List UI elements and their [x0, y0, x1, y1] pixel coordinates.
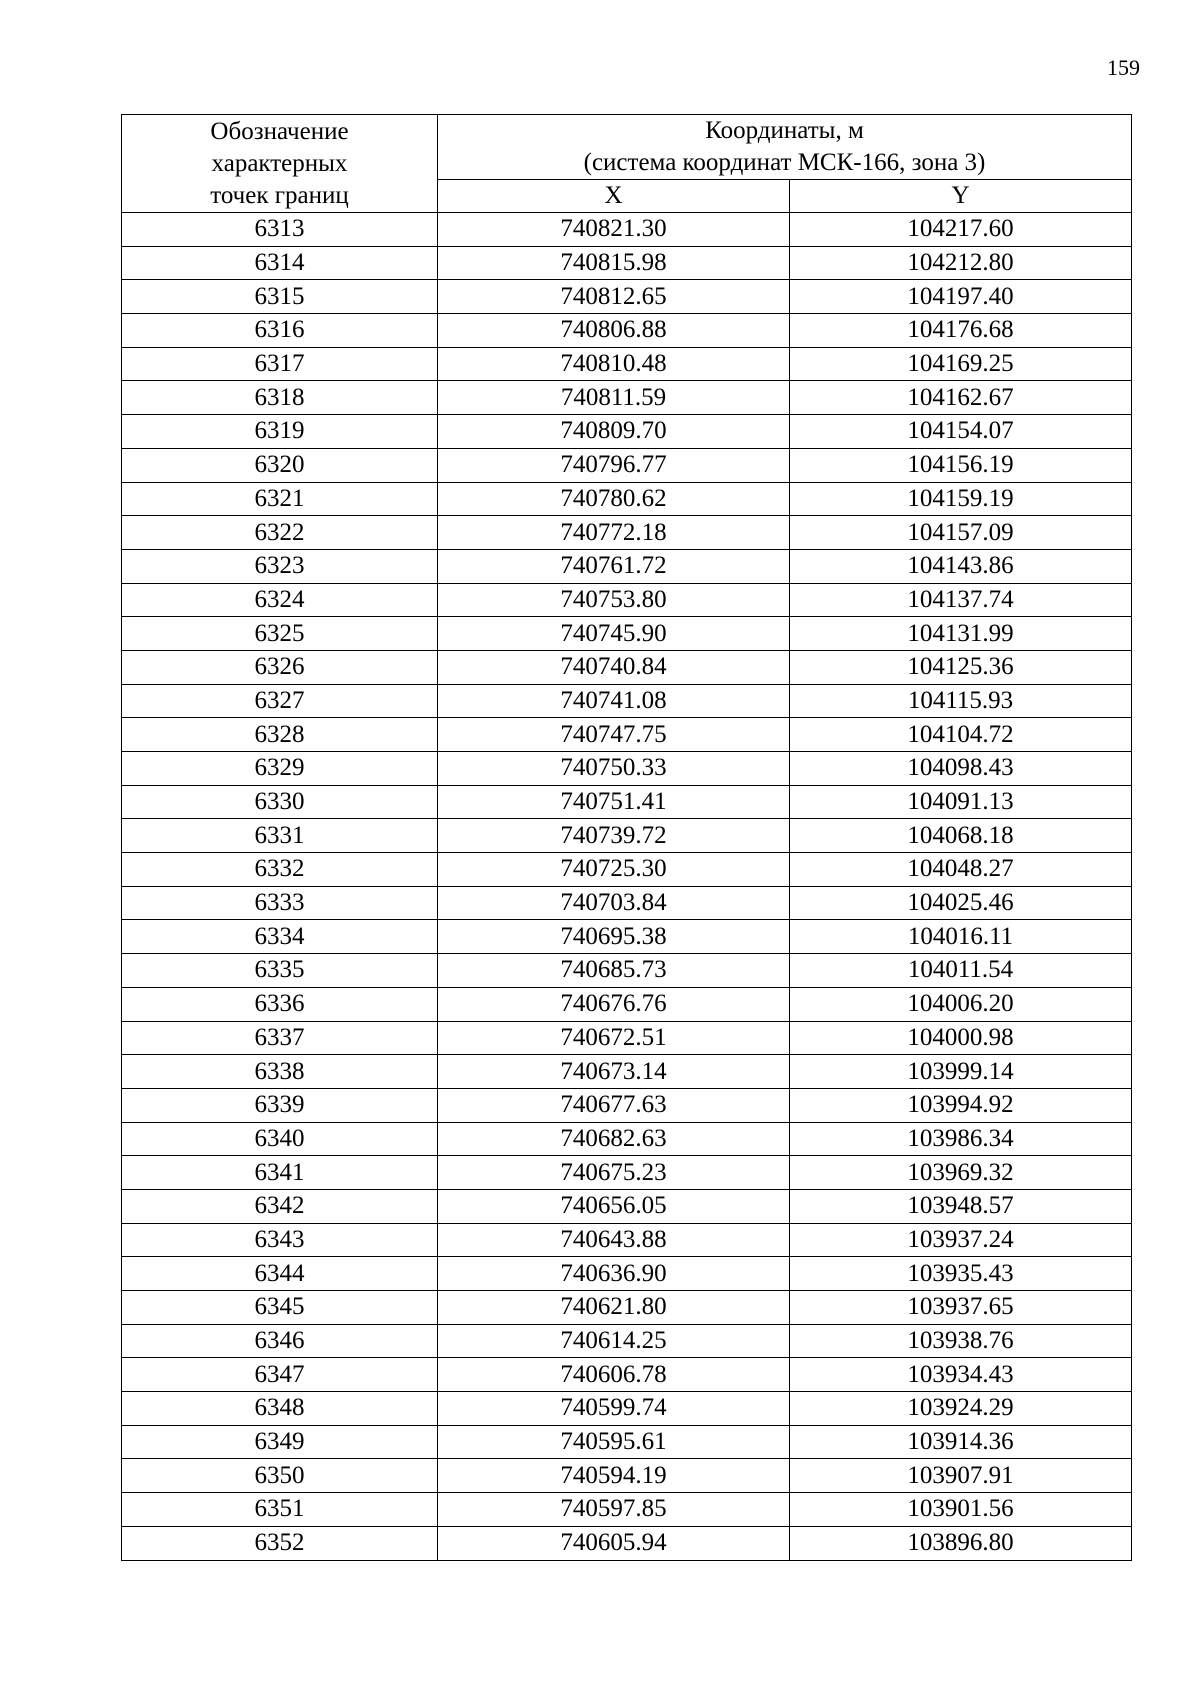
- table-row: [122, 617, 1132, 651]
- x-coordinate-cell: 740636.90: [438, 1257, 790, 1291]
- point-id-cell: 6313: [122, 213, 438, 247]
- table-row: [122, 516, 1132, 550]
- page-number: 159: [1107, 55, 1140, 80]
- x-coordinate-cell: 740672.51: [438, 1021, 790, 1055]
- point-id-cell: 6342: [122, 1189, 438, 1223]
- table-row: [122, 1189, 1132, 1223]
- point-id-cell: 6334: [122, 920, 438, 954]
- point-id-cell: 6352: [122, 1526, 438, 1560]
- table-row: [122, 1291, 1132, 1325]
- y-coordinate-cell: 104048.27: [790, 853, 1132, 887]
- x-coordinate-cell: 740739.72: [438, 819, 790, 853]
- x-coordinate-cell: 740676.76: [438, 987, 790, 1021]
- table-row: [122, 583, 1132, 617]
- point-id-cell: 6346: [122, 1324, 438, 1358]
- x-coordinate-cell: 740597.85: [438, 1493, 790, 1527]
- y-coordinate-cell: 104025.46: [790, 886, 1132, 920]
- y-coordinate-cell: 104068.18: [790, 819, 1132, 853]
- point-id-cell: 6331: [122, 819, 438, 853]
- y-coordinate-cell: 103896.80: [790, 1526, 1132, 1560]
- y-coordinate-cell: 104131.99: [790, 617, 1132, 651]
- designation-header: [122, 115, 438, 213]
- point-id-cell: 6314: [122, 246, 438, 280]
- x-coordinate-cell: 740614.25: [438, 1324, 790, 1358]
- y-coordinate-cell: 104212.80: [790, 246, 1132, 280]
- table-row: [122, 1324, 1132, 1358]
- table-row: [122, 1122, 1132, 1156]
- y-coordinate-cell: 103994.92: [790, 1088, 1132, 1122]
- table-row: [122, 1392, 1132, 1426]
- x-coordinate-cell: 740595.61: [438, 1425, 790, 1459]
- x-coordinate-cell: 740740.84: [438, 650, 790, 684]
- x-coordinate-cell: 740675.23: [438, 1156, 790, 1190]
- y-coordinate-cell: 103948.57: [790, 1189, 1132, 1223]
- x-coordinate-cell: 740656.05: [438, 1189, 790, 1223]
- y-coordinate-cell: 103938.76: [790, 1324, 1132, 1358]
- table-row: [122, 684, 1132, 718]
- x-coordinate-cell: 740780.62: [438, 482, 790, 516]
- table-row: [122, 213, 1132, 247]
- point-id-cell: 6319: [122, 415, 438, 449]
- x-coordinate-cell: 740751.41: [438, 785, 790, 819]
- point-id-cell: 6326: [122, 650, 438, 684]
- point-id-cell: 6335: [122, 954, 438, 988]
- y-coordinate-cell: 104000.98: [790, 1021, 1132, 1055]
- x-column-header: X: [438, 180, 790, 213]
- x-coordinate-cell: 740606.78: [438, 1358, 790, 1392]
- y-coordinate-cell: 104006.20: [790, 987, 1132, 1021]
- x-coordinate-cell: 740753.80: [438, 583, 790, 617]
- table-row: [122, 314, 1132, 348]
- point-id-cell: 6317: [122, 347, 438, 381]
- y-coordinate-cell: 103935.43: [790, 1257, 1132, 1291]
- y-coordinate-cell: 104011.54: [790, 954, 1132, 988]
- y-coordinate-cell: 104143.86: [790, 549, 1132, 583]
- y-coordinate-cell: 103934.43: [790, 1358, 1132, 1392]
- coordinates-header-line2: (система координат МСК-166, зона 3): [583, 149, 986, 176]
- point-id-cell: 6328: [122, 718, 438, 752]
- y-coordinate-cell: 103937.65: [790, 1291, 1132, 1325]
- y-column-header: Y: [790, 180, 1132, 213]
- table-header: [122, 115, 1132, 213]
- point-id-cell: 6320: [122, 448, 438, 482]
- x-coordinate-cell: 740621.80: [438, 1291, 790, 1325]
- x-coordinate-cell: 740772.18: [438, 516, 790, 550]
- point-id-cell: 6351: [122, 1493, 438, 1527]
- point-id-cell: 6315: [122, 280, 438, 314]
- x-coordinate-cell: 740725.30: [438, 853, 790, 887]
- x-coordinate-cell: 740594.19: [438, 1459, 790, 1493]
- y-coordinate-cell: 103924.29: [790, 1392, 1132, 1426]
- table-row: [122, 415, 1132, 449]
- x-coordinate-cell: 740761.72: [438, 549, 790, 583]
- x-coordinate-cell: 740695.38: [438, 920, 790, 954]
- table-body: [122, 213, 1132, 1561]
- point-id-cell: 6348: [122, 1392, 438, 1426]
- table-row: [122, 1055, 1132, 1089]
- y-coordinate-cell: 104159.19: [790, 482, 1132, 516]
- x-coordinate-cell: 740815.98: [438, 246, 790, 280]
- point-id-cell: 6336: [122, 987, 438, 1021]
- point-id-cell: 6344: [122, 1257, 438, 1291]
- point-id-cell: 6332: [122, 853, 438, 887]
- point-id-cell: 6338: [122, 1055, 438, 1089]
- coordinates-header: [438, 115, 1132, 180]
- x-coordinate-cell: 740643.88: [438, 1223, 790, 1257]
- y-coordinate-cell: 104217.60: [790, 213, 1132, 247]
- x-coordinate-cell: 740682.63: [438, 1122, 790, 1156]
- x-coordinate-cell: 740599.74: [438, 1392, 790, 1426]
- y-coordinate-cell: 103969.32: [790, 1156, 1132, 1190]
- point-id-cell: 6316: [122, 314, 438, 348]
- coordinates-header-line1: Координаты, м: [705, 117, 864, 144]
- table-row: [122, 752, 1132, 786]
- point-id-cell: 6339: [122, 1088, 438, 1122]
- table-row: [122, 819, 1132, 853]
- point-id-cell: 6329: [122, 752, 438, 786]
- table-row: [122, 920, 1132, 954]
- point-id-cell: 6327: [122, 684, 438, 718]
- x-coordinate-cell: 740811.59: [438, 381, 790, 415]
- table-row: [122, 1156, 1132, 1190]
- point-id-cell: 6345: [122, 1291, 438, 1325]
- table-row: [122, 246, 1132, 280]
- point-id-cell: 6340: [122, 1122, 438, 1156]
- x-coordinate-cell: 740812.65: [438, 280, 790, 314]
- table-row: [122, 448, 1132, 482]
- table-row: [122, 1257, 1132, 1291]
- point-id-cell: 6337: [122, 1021, 438, 1055]
- y-coordinate-cell: 104115.93: [790, 684, 1132, 718]
- table-row: [122, 347, 1132, 381]
- table-row: [122, 1493, 1132, 1527]
- table-row: [122, 954, 1132, 988]
- table-row: [122, 718, 1132, 752]
- point-id-cell: 6322: [122, 516, 438, 550]
- table-row: [122, 381, 1132, 415]
- y-coordinate-cell: 104176.68: [790, 314, 1132, 348]
- x-coordinate-cell: 740673.14: [438, 1055, 790, 1089]
- x-coordinate-cell: 740703.84: [438, 886, 790, 920]
- point-id-cell: 6347: [122, 1358, 438, 1392]
- y-coordinate-cell: 103986.34: [790, 1122, 1132, 1156]
- table-row: [122, 1459, 1132, 1493]
- point-id-cell: 6333: [122, 886, 438, 920]
- table-row: [122, 1088, 1132, 1122]
- table-row: [122, 482, 1132, 516]
- table-row: [122, 1425, 1132, 1459]
- point-id-cell: 6324: [122, 583, 438, 617]
- x-coordinate-cell: 740806.88: [438, 314, 790, 348]
- x-coordinate-cell: 740685.73: [438, 954, 790, 988]
- y-coordinate-cell: 104157.09: [790, 516, 1132, 550]
- y-coordinate-cell: 104169.25: [790, 347, 1132, 381]
- table-row: [122, 785, 1132, 819]
- y-coordinate-cell: 104137.74: [790, 583, 1132, 617]
- y-coordinate-cell: 103914.36: [790, 1425, 1132, 1459]
- y-coordinate-cell: 104197.40: [790, 280, 1132, 314]
- table-row: [122, 1358, 1132, 1392]
- point-id-cell: 6350: [122, 1459, 438, 1493]
- x-coordinate-cell: 740821.30: [438, 213, 790, 247]
- table-row: [122, 886, 1132, 920]
- coordinates-table: [121, 114, 1132, 1561]
- y-coordinate-cell: 103907.91: [790, 1459, 1132, 1493]
- point-id-cell: 6349: [122, 1425, 438, 1459]
- y-coordinate-cell: 104162.67: [790, 381, 1132, 415]
- x-coordinate-cell: 740810.48: [438, 347, 790, 381]
- y-coordinate-cell: 104016.11: [790, 920, 1132, 954]
- table-row: [122, 987, 1132, 1021]
- point-id-cell: 6323: [122, 549, 438, 583]
- y-coordinate-cell: 104091.13: [790, 785, 1132, 819]
- x-coordinate-cell: 740741.08: [438, 684, 790, 718]
- y-coordinate-cell: 103937.24: [790, 1223, 1132, 1257]
- x-coordinate-cell: 740605.94: [438, 1526, 790, 1560]
- y-coordinate-cell: 103901.56: [790, 1493, 1132, 1527]
- designation-header-text: Обозначение характерных точек границ: [210, 117, 349, 209]
- y-coordinate-cell: 104156.19: [790, 448, 1132, 482]
- y-coordinate-cell: 104098.43: [790, 752, 1132, 786]
- x-coordinate-cell: 740750.33: [438, 752, 790, 786]
- table-row: [122, 1021, 1132, 1055]
- table-row: [122, 853, 1132, 887]
- y-coordinate-cell: 104125.36: [790, 650, 1132, 684]
- y-coordinate-cell: 104104.72: [790, 718, 1132, 752]
- x-coordinate-cell: 740747.75: [438, 718, 790, 752]
- table-row: [122, 650, 1132, 684]
- point-id-cell: 6330: [122, 785, 438, 819]
- y-coordinate-cell: 103999.14: [790, 1055, 1132, 1089]
- x-coordinate-cell: 740796.77: [438, 448, 790, 482]
- y-coordinate-cell: 104154.07: [790, 415, 1132, 449]
- table-row: [122, 1526, 1132, 1560]
- point-id-cell: 6341: [122, 1156, 438, 1190]
- point-id-cell: 6343: [122, 1223, 438, 1257]
- point-id-cell: 6325: [122, 617, 438, 651]
- point-id-cell: 6321: [122, 482, 438, 516]
- table-row: [122, 1223, 1132, 1257]
- point-id-cell: 6318: [122, 381, 438, 415]
- x-coordinate-cell: 740677.63: [438, 1088, 790, 1122]
- x-coordinate-cell: 740745.90: [438, 617, 790, 651]
- x-coordinate-cell: 740809.70: [438, 415, 790, 449]
- table-row: [122, 549, 1132, 583]
- table-row: [122, 280, 1132, 314]
